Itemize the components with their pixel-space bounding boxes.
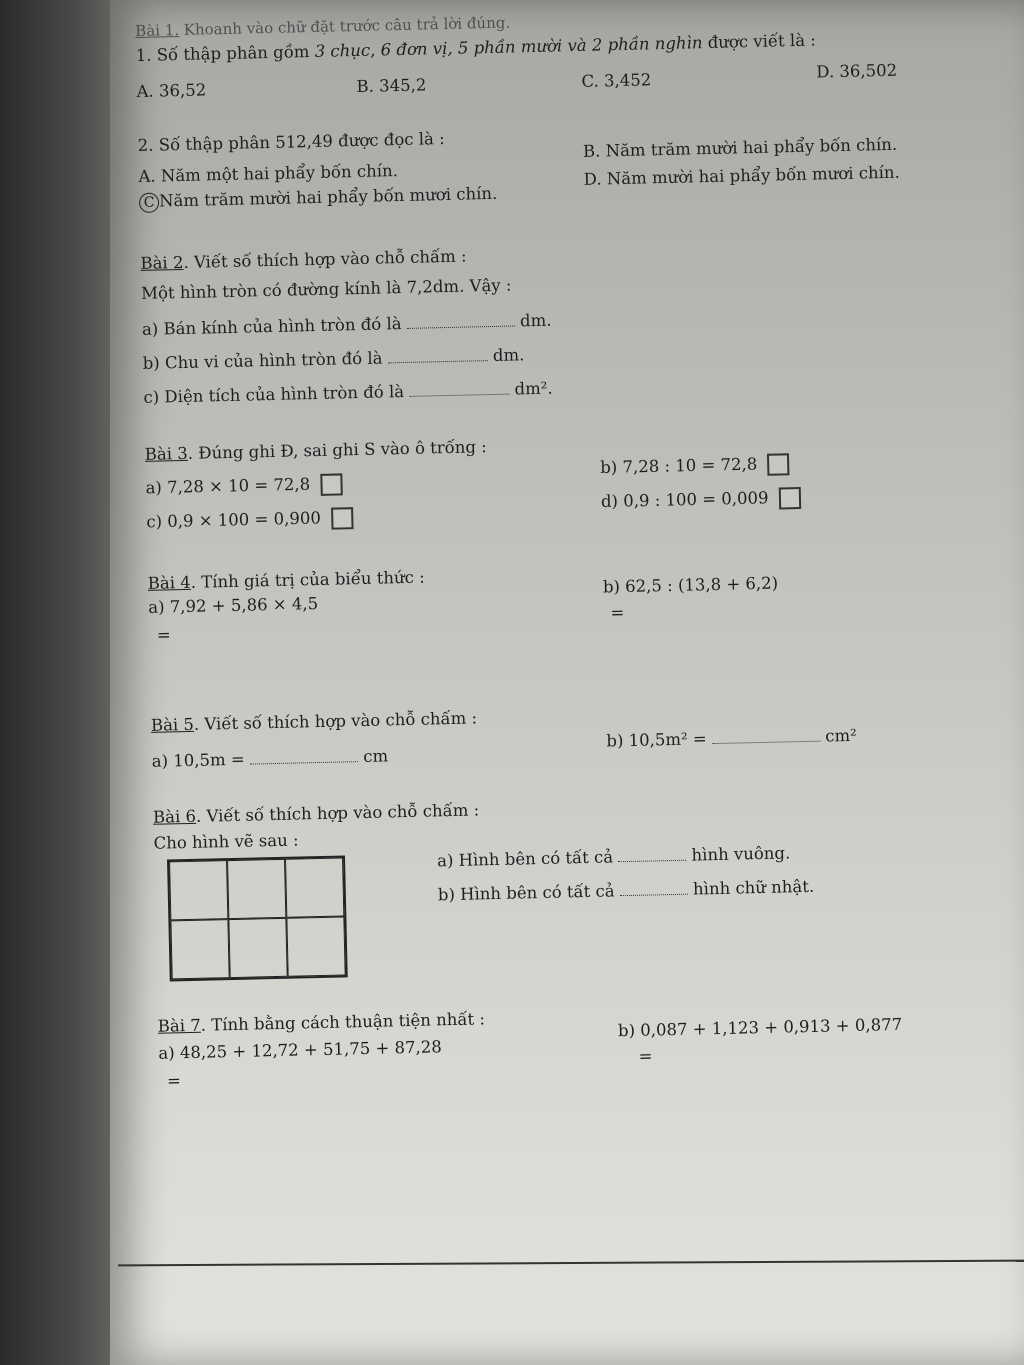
bai1-label: Bài 1. <box>135 21 180 40</box>
grid-cell <box>286 916 345 976</box>
bai1-q1-option-a[interactable]: A. 36,52 <box>136 80 207 101</box>
answer-blank[interactable] <box>618 848 686 863</box>
bai5-a: a) 10,5m = cm <box>151 746 389 771</box>
answer-checkbox[interactable] <box>320 473 342 495</box>
grid-cell <box>169 860 228 920</box>
bai6-intro: Cho hình vẽ sau : <box>153 830 299 853</box>
grid-cell <box>285 857 344 917</box>
bai7-title: Bài 7. Tính bằng cách thuận tiện nhất : <box>157 1009 486 1036</box>
answer-blank[interactable] <box>409 382 509 397</box>
bai1-title-text: Khoanh vào chữ đặt trước câu trả lời đúng. <box>178 13 511 40</box>
rectangle-grid-figure <box>167 855 348 981</box>
bai7-a-equals: = <box>166 1071 182 1091</box>
circled-answer-mark: C <box>139 193 159 213</box>
bai5-title: Bài 5. Viết số thích hợp vào chỗ chấm : <box>150 708 478 735</box>
bai2-title: Bài 2. Viết số thích hợp vào chỗ chấm : <box>140 246 467 273</box>
answer-checkbox[interactable] <box>778 487 800 509</box>
bai1-q1-option-c[interactable]: C. 3,452 <box>581 70 652 91</box>
grid-cell <box>170 919 229 979</box>
bai4-b-equals: = <box>610 603 625 623</box>
desk-background <box>0 0 125 1365</box>
answer-blank[interactable] <box>712 729 820 744</box>
grid-cell <box>227 859 286 919</box>
bai4-a-equals: = <box>156 625 171 645</box>
bai1-q1: 1. Số thập phân gồm 3 chục, 6 đơn vị, 5 phần mười và 2 phần nghìn được viết là : <box>135 30 817 65</box>
bai3-c: c) 0,9 × 100 = 0,900 <box>146 507 353 534</box>
bai6-title: Bài 6. Viết số thích hợp vào chỗ chấm : <box>152 800 480 827</box>
bai1-q2-option-b[interactable]: B. Năm trăm mười hai phẩy bốn chín. <box>582 134 898 161</box>
bai2-intro: Một hình tròn có đường kính là 7,2dm. Vậy : <box>140 275 512 303</box>
answer-blank[interactable] <box>620 882 688 897</box>
bai4-a: a) 7,92 + 5,86 × 4,5 <box>148 593 319 617</box>
bai1-q1-option-b[interactable]: B. 345,2 <box>356 75 427 96</box>
answer-checkbox[interactable] <box>331 507 353 529</box>
bai1-q2-option-c[interactable]: C Năm trăm mười hai phẩy bốn mươi chín. <box>139 184 498 213</box>
bai3-d: d) 0,9 : 100 = 0,009 <box>601 487 801 514</box>
answer-blank[interactable] <box>250 749 358 764</box>
bai2-b: b) Chu vi của hình tròn đó là dm. <box>142 345 525 373</box>
answer-checkbox[interactable] <box>767 453 789 475</box>
bai7-a: a) 48,25 + 12,72 + 51,75 + 87,28 <box>158 1037 442 1063</box>
bai5-b: b) 10,5m² = cm² <box>606 725 857 751</box>
bai1-q1-option-d[interactable]: D. 36,502 <box>816 60 898 82</box>
bai6-b: b) Hình bên có tất cả hình chữ nhật. <box>437 876 815 905</box>
grid-cell <box>228 918 287 978</box>
answer-blank[interactable] <box>407 313 515 328</box>
bai3-b: b) 7,28 : 10 = 72,8 <box>600 453 790 479</box>
answer-blank[interactable] <box>388 348 488 363</box>
bai6-a: a) Hình bên có tất cả hình vuông. <box>436 843 791 871</box>
bai3-title: Bài 3. Đúng ghi Đ, sai ghi S vào ô trống : <box>144 437 487 464</box>
bai2-a: a) Bán kính của hình tròn đó là dm. <box>141 310 552 339</box>
bai4-title: Bài 4. Tính giá trị của biểu thức : <box>147 567 425 593</box>
bai2-c: c) Diện tích của hình tròn đó là dm². <box>143 378 553 407</box>
bai3-a: a) 7,28 × 10 = 72,8 <box>145 473 342 499</box>
bai1-q2: 2. Số thập phân 512,49 được đọc là : <box>137 129 445 155</box>
bai7-b-equals: = <box>638 1046 653 1066</box>
bai7-b: b) 0,087 + 1,123 + 0,913 + 0,877 <box>617 1014 903 1041</box>
bai1-q2-option-a[interactable]: A. Năm một hai phẩy bốn chín. <box>138 161 399 186</box>
bai4-b: b) 62,5 : (13,8 + 6,2) <box>602 573 779 597</box>
bai1-q2-option-d[interactable]: D. Năm mười hai phẩy bốn mươi chín. <box>583 162 900 189</box>
